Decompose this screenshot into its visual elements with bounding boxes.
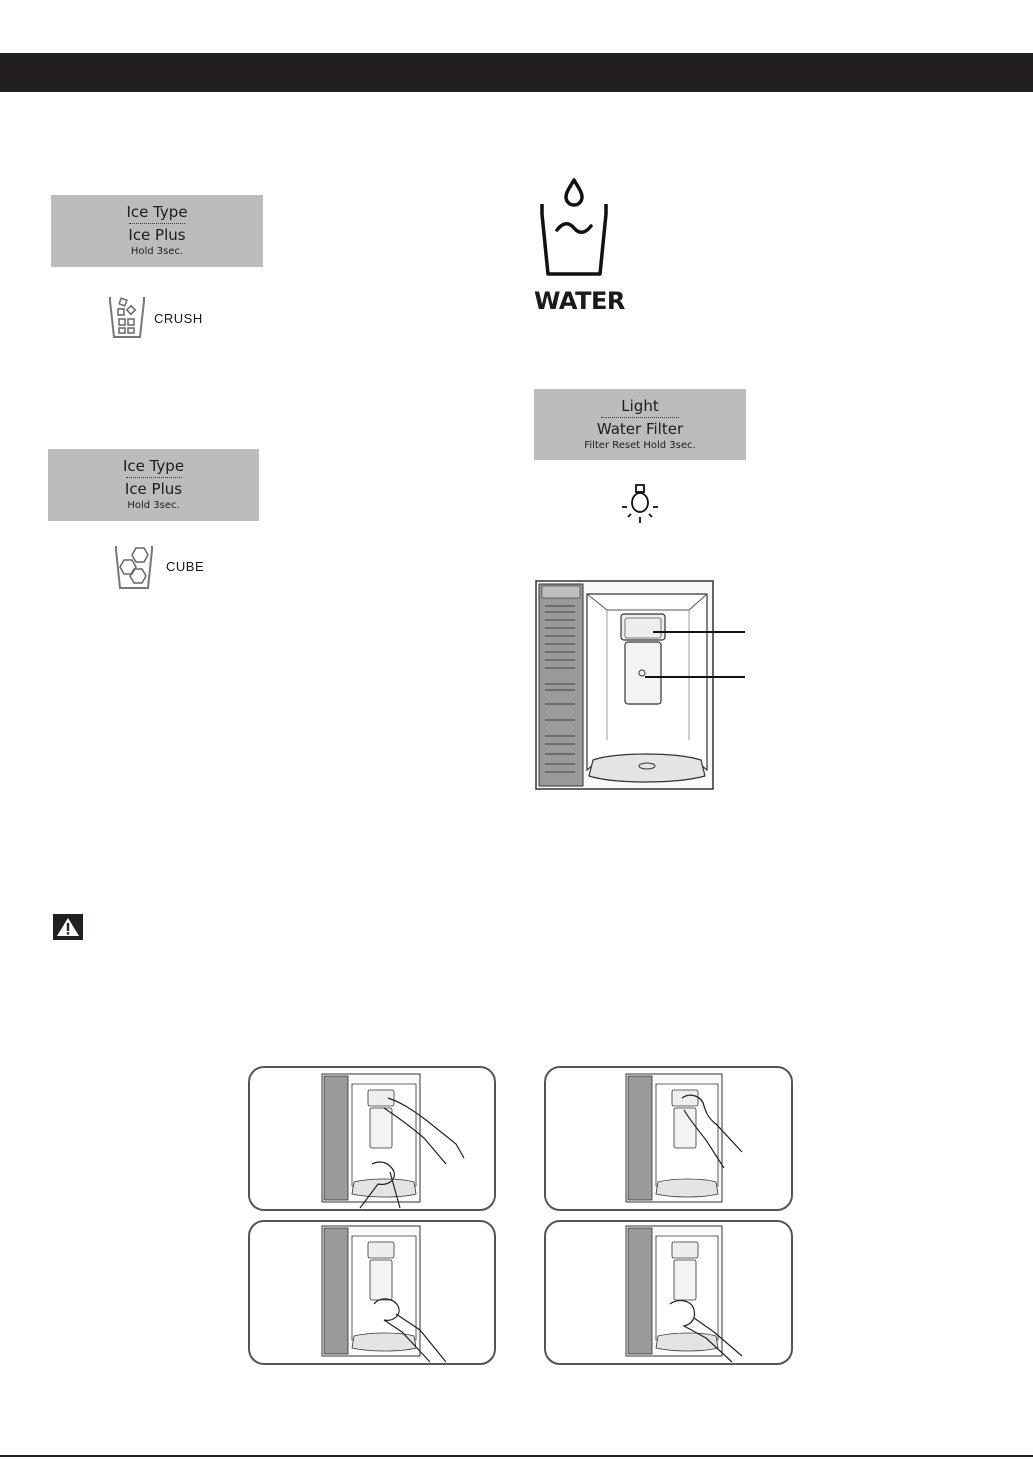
panel-hold-label: Hold 3sec. <box>127 500 180 511</box>
crush-label: CRUSH <box>154 311 203 326</box>
panel-divider <box>129 223 185 224</box>
crushed-ice-cup-icon <box>106 293 148 341</box>
ice-cube-cup-icon <box>112 542 156 592</box>
footer-rule <box>0 1455 1033 1457</box>
panel-light-label: Light <box>621 397 659 415</box>
cleaning-step-1-illustration <box>248 1066 496 1211</box>
cube-label: CUBE <box>166 559 205 574</box>
light-water-filter-panel <box>534 389 746 460</box>
warning-triangle-icon <box>53 914 83 940</box>
panel-divider <box>601 417 679 418</box>
panel-ice-type-label: Ice Type <box>122 457 185 475</box>
ice-type-panel-cube <box>48 449 259 521</box>
panel-ice-type-label: Ice Type <box>126 203 188 221</box>
cleaning-step-3-illustration <box>248 1220 496 1365</box>
water-label: WATER <box>534 287 625 315</box>
dispenser-diagram <box>535 580 747 792</box>
panel-hold-label: Hold 3sec. <box>130 246 184 257</box>
panel-ice-plus-label: Ice Plus <box>124 480 183 498</box>
panel-ice-plus-label: Ice Plus <box>128 226 186 244</box>
panel-filter-reset-label: Filter Reset Hold 3sec. <box>584 440 696 451</box>
light-bulb-icon <box>620 483 660 525</box>
panel-divider <box>126 477 182 478</box>
cleaning-step-2-illustration <box>544 1066 793 1211</box>
cleaning-step-4-illustration <box>544 1220 793 1365</box>
water-cup-icon <box>535 176 613 278</box>
section-header-bar <box>0 53 1033 92</box>
ice-type-panel-crush <box>51 195 263 267</box>
panel-water-filter-label: Water Filter <box>596 420 684 438</box>
